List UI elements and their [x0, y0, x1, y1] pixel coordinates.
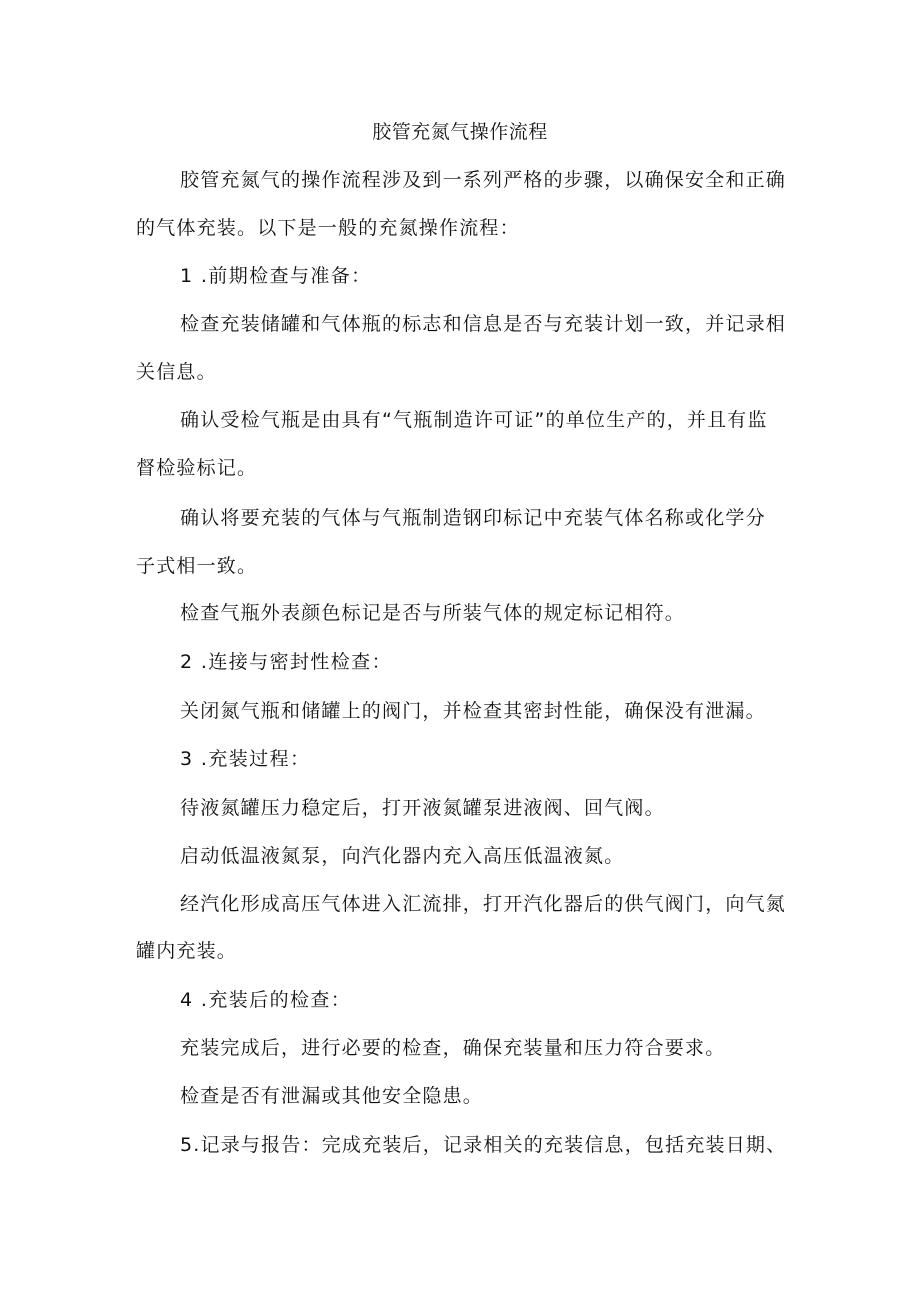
section-heading-5: 5.记录与报告：完成充装后，记录相关的充装信息，包括充装日期、: [180, 1134, 787, 1156]
paragraph-intro-line-1: 胶管充氮气的操作流程涉及到一系列严格的步骤，以确保安全和正确: [180, 169, 787, 191]
paragraph-4a: 充装完成后，进行必要的检查，确保充装量和压力符合要求。: [180, 1037, 726, 1059]
paragraph-3c-line-1: 经汽化形成高压气体进入汇流排，打开汽化器后的供气阀门，向气氮: [180, 893, 787, 915]
document-title: 胶管充氮气操作流程: [372, 121, 548, 143]
paragraph-3b: 启动低温液氮泵，向汽化器内充入高压低温液氮。: [180, 845, 625, 867]
paragraph-3c-line-2: 罐内充装。: [136, 940, 238, 962]
paragraph-1d: 检查气瓶外表颜色标记是否与所装气体的规定标记相符。: [180, 602, 686, 624]
paragraph-intro-line-2: 的气体充装。以下是一般的充氮操作流程：: [136, 217, 520, 239]
paragraph-3a: 待液氮罐压力稳定后，打开液氮罐泵进液阀、回气阀。: [180, 797, 665, 819]
paragraph-1a-line-1: 检查充装储罐和气体瓶的标志和信息是否与充装计划一致，并记录相: [180, 313, 787, 335]
paragraph-2a: 关闭氮气瓶和储罐上的阀门，并检查其密封性能，确保没有泄漏。: [180, 700, 766, 722]
paragraph-4b: 检查是否有泄漏或其他安全隐患。: [180, 1085, 484, 1107]
section-heading-3: 3 .充装过程：: [180, 748, 311, 770]
paragraph-1a-line-2: 关信息。: [136, 361, 217, 383]
paragraph-1b-line-2: 督检验标记。: [136, 457, 258, 479]
paragraph-1c-line-1: 确认将要充装的气体与气瓶制造钢印标记中充装气体名称或化学分: [180, 507, 766, 529]
paragraph-1b-line-1: 确认受检气瓶是由具有“气瓶制造许可证”的单位生产的，并且有监: [180, 409, 768, 431]
paragraph-1c-line-2: 子式相一致。: [136, 555, 258, 577]
section-heading-1: 1 .前期检查与准备：: [180, 265, 372, 287]
section-heading-2: 2 .连接与密封性检查：: [180, 651, 392, 673]
section-heading-4: 4 .充装后的检查：: [180, 989, 352, 1011]
